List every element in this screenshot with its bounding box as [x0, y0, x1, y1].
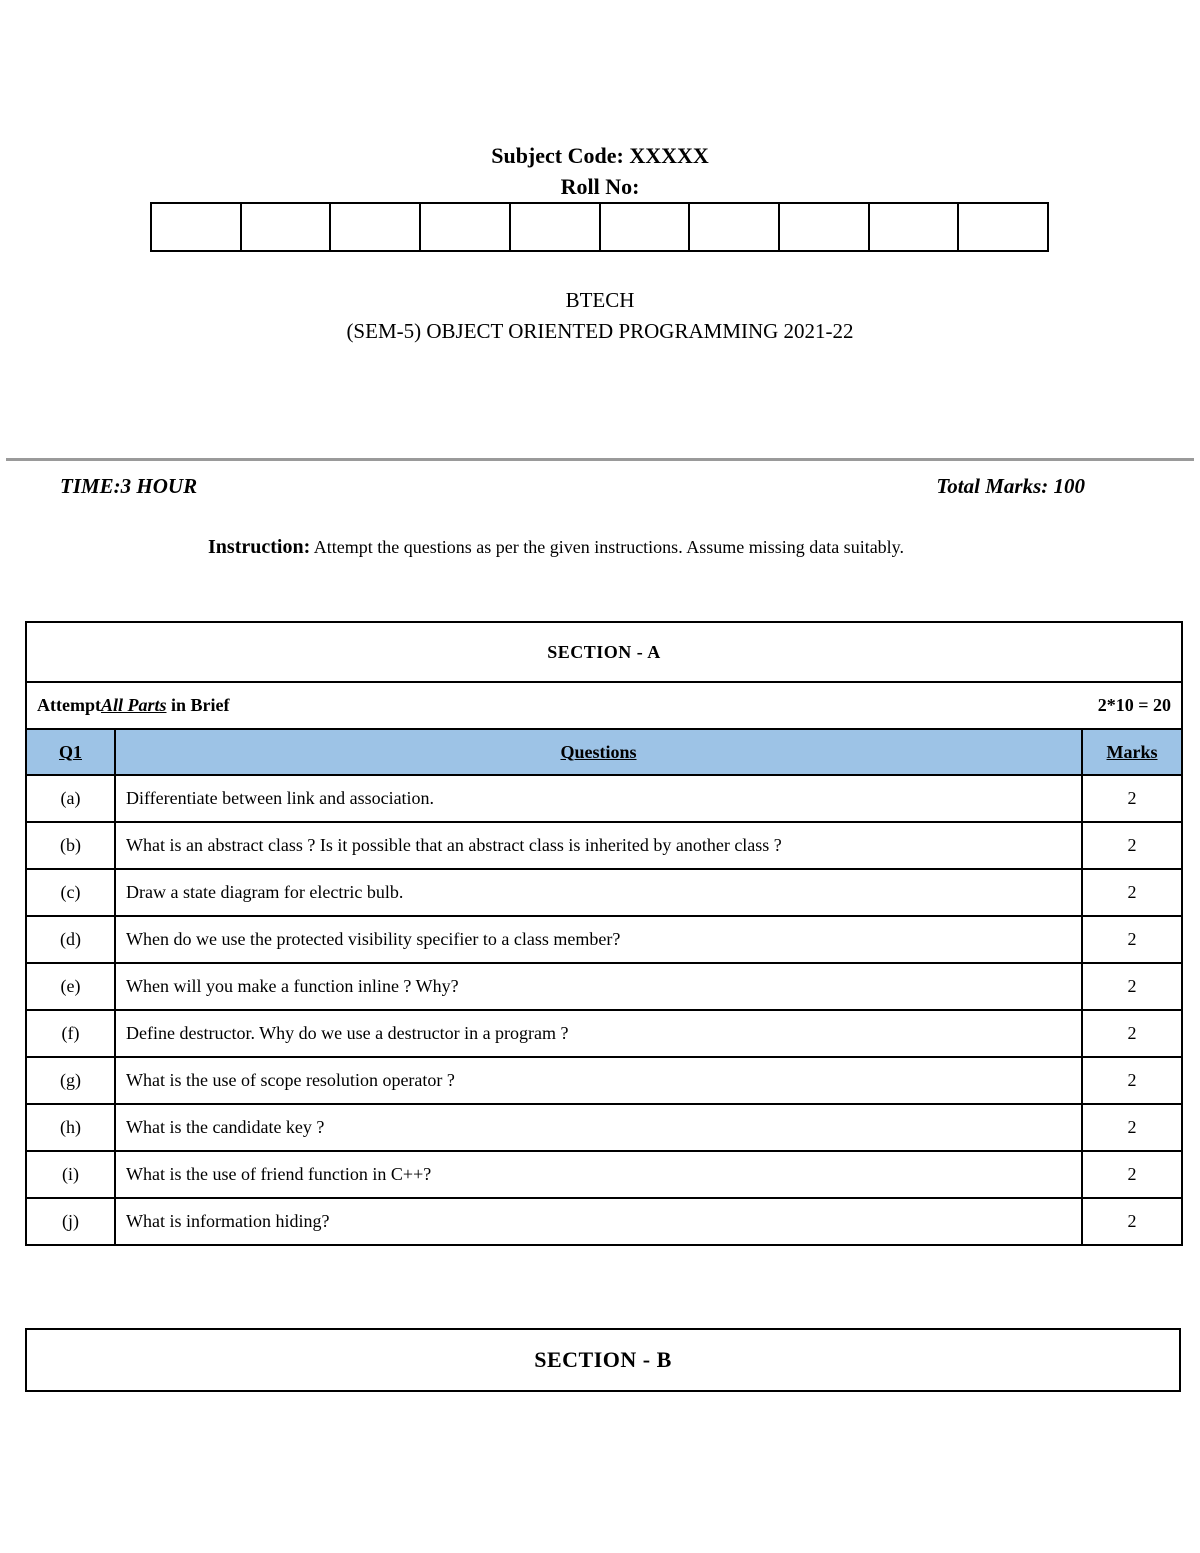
column-header-questions: Questions: [115, 729, 1082, 775]
roll-box: [421, 204, 511, 250]
roll-box: [511, 204, 601, 250]
question-marks: 2: [1082, 1057, 1182, 1104]
question-marks: 2: [1082, 822, 1182, 869]
roll-box: [870, 204, 960, 250]
section-b-table: [25, 1328, 1181, 1392]
question-marks: 2: [1082, 963, 1182, 1010]
total-marks: Total Marks: 100: [936, 474, 1085, 498]
question-row: [26, 822, 1182, 869]
question-id: (i): [26, 1151, 115, 1198]
roll-box: [601, 204, 691, 250]
question-text: Define destructor. Why do we use a destructor in a program ?: [115, 1010, 1082, 1057]
question-id: (d): [26, 916, 115, 963]
question-row: [26, 775, 1182, 822]
attempt-prefix: Attempt: [37, 695, 101, 715]
section-a-title: SECTION - A: [26, 622, 1182, 682]
attempt-emphasis: All Parts: [100, 695, 167, 715]
question-row: [26, 1104, 1182, 1151]
instruction: [208, 536, 904, 559]
question-row: [26, 963, 1182, 1010]
question-text: What is the use of friend function in C++?: [115, 1151, 1082, 1198]
question-id: (e): [26, 963, 115, 1010]
question-row: [26, 916, 1182, 963]
attempt-suffix: in Brief: [166, 695, 230, 715]
column-header-q: Q1: [26, 729, 115, 775]
question-id: (b): [26, 822, 115, 869]
roll-box: [242, 204, 332, 250]
section-b-title: SECTION - B: [26, 1329, 1180, 1391]
question-id: (a): [26, 775, 115, 822]
exam-time: TIME:3 HOUR: [60, 474, 198, 498]
question-text: When will you make a function inline ? Why?: [115, 963, 1082, 1010]
section-a-table: [25, 621, 1183, 1246]
question-row: [26, 1151, 1182, 1198]
roll-box: [690, 204, 780, 250]
header-divider: [6, 458, 1194, 461]
question-marks: 2: [1082, 775, 1182, 822]
question-text: What is the use of scope resolution operator ?: [115, 1057, 1082, 1104]
question-row: [26, 1198, 1182, 1245]
question-id: (c): [26, 869, 115, 916]
section-a-instruction: [26, 682, 1182, 729]
question-text: When do we use the protected visibility specifier to a class member?: [115, 916, 1082, 963]
roll-no-label: Roll No:: [560, 174, 640, 199]
question-text: What is information hiding?: [115, 1198, 1082, 1245]
question-marks: 2: [1082, 1104, 1182, 1151]
section-a-marks: 2*10 = 20: [1097, 695, 1172, 715]
roll-box: [780, 204, 870, 250]
question-text: What is the candidate key ?: [115, 1104, 1082, 1151]
question-id: (h): [26, 1104, 115, 1151]
question-marks: 2: [1082, 1198, 1182, 1245]
question-text: Draw a state diagram for electric bulb.: [115, 869, 1082, 916]
question-marks: 2: [1082, 1151, 1182, 1198]
roll-box: [959, 204, 1047, 250]
question-marks: 2: [1082, 869, 1182, 916]
roll-number-boxes: [150, 202, 1049, 252]
question-marks: 2: [1082, 916, 1182, 963]
question-id: (f): [26, 1010, 115, 1057]
question-text: What is an abstract class ? Is it possible that an abstract class is inherited by another class ?: [115, 822, 1082, 869]
question-text: Differentiate between link and association.: [115, 775, 1082, 822]
subject-code: Subject Code: XXXXX: [491, 143, 709, 168]
question-marks: 2: [1082, 1010, 1182, 1057]
question-id: (j): [26, 1198, 115, 1245]
question-row: [26, 1057, 1182, 1104]
roll-box: [152, 204, 242, 250]
course-title: (SEM-5) OBJECT ORIENTED PROGRAMMING 2021-22: [346, 319, 854, 343]
column-header-marks: Marks: [1082, 729, 1182, 775]
question-row: [26, 869, 1182, 916]
program-name: BTECH: [565, 288, 635, 312]
question-row: [26, 1010, 1182, 1057]
roll-box: [331, 204, 421, 250]
instruction-label: Instruction:: [208, 536, 311, 558]
question-id: (g): [26, 1057, 115, 1104]
instruction-text: Attempt the questions as per the given instructions. Assume missing data suitably.: [313, 537, 905, 557]
